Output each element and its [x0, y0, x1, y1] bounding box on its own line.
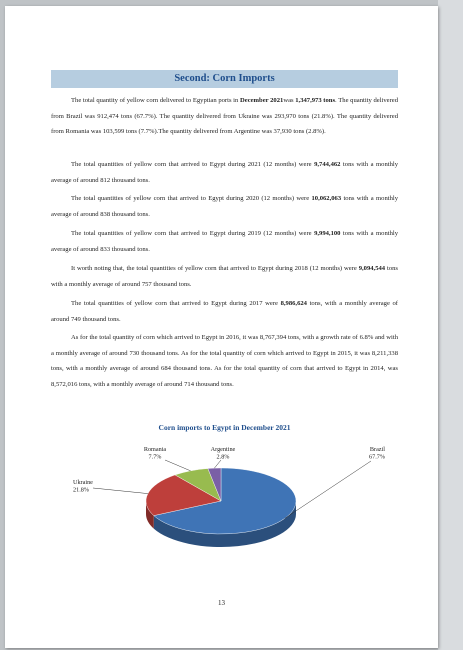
leader-line-ukraine — [93, 488, 148, 494]
viewer-background — [438, 0, 463, 650]
text-run: As for the total quantity of corn which arrived to Egypt in 2016, it was 8,767,394 tons, with a growth rate of 6.8% and with a monthly average of around 730 thousand tons. As for the total quantity of corn which arrived to Egypt in 2015, it was 8,211,338 tons, with a monthly average of around 684 thousand tons. As for the total quantity of corn that arrived to Egypt in 2014, was 8,572,016 tons, with a monthly average of around 714 thousand tons. — [51, 334, 398, 388]
paragraph-december — [51, 93, 398, 140]
text-run: tons with a monthly average of around 833 thousand tons. — [51, 230, 399, 253]
document-page — [5, 6, 438, 648]
page-number: 13 — [218, 599, 225, 607]
text-run: tons with a monthly average of around 838 thousand tons. — [51, 195, 399, 218]
text-run: The total quantities of yellow corn that arrived to Egypt during 2020 (12 months) were — [71, 195, 312, 202]
text-run: The total quantities of yellow corn that arrived to Egypt during 2021 (12 months) were — [71, 161, 315, 168]
slice-name-argentine: Argentine — [210, 446, 236, 453]
paragraph-2020 — [51, 191, 398, 222]
text-run: . The quantity delivered from Brazil was 912,474 tons (67.7%). The quantity delivered from Ukraine was 293,970 tons (21.8%). The quantity delivered from Romania was 103,599 tons (7.7%).The quantity delivered from Argentine was 37,930 tons (2.8%). — [51, 97, 398, 135]
paragraph-2021 — [51, 157, 398, 188]
leader-line-romania — [165, 460, 191, 471]
section-heading: Second: Corn Imports — [51, 70, 398, 88]
text-run: tons with a monthly average of around 812 thousand tons. — [51, 161, 399, 184]
bold-figure: 9,744,462 — [314, 161, 341, 168]
slice-label-argentine: 2.8% — [216, 453, 230, 461]
slice-label-romania: 7.7% — [148, 453, 162, 461]
text-run: tons, with a monthly average of around 749 thousand tons. — [51, 300, 398, 323]
paragraph-2017 — [51, 296, 398, 327]
text-run: The total quantity of yellow corn delivered to Egyptian ports in — [71, 97, 240, 104]
text-run: The total quantities of yellow corn that arrived to Egypt during 2017 were — [71, 300, 281, 307]
bold-figure: 10,062,063 — [311, 195, 342, 202]
leader-line-brazil — [285, 461, 371, 518]
text-run: It worth noting that, the total quantities of yellow corn that arrived to Egypt during 2018 (12 months) were — [71, 265, 359, 272]
paragraph-2018 — [51, 261, 398, 292]
slice-name-ukraine: Ukraine — [73, 479, 93, 486]
bold-figure: 8,986,624 — [280, 300, 307, 307]
slice-label-ukraine: 21.8% — [73, 486, 89, 494]
slice-name-romania: Romania — [143, 446, 167, 453]
chart-title: Corn imports to Egypt in December 2021 — [158, 423, 291, 432]
pie-chart — [51, 431, 398, 591]
text-run: tons with a monthly average of around 757 thousand tons. — [51, 265, 398, 288]
slice-name-brazil: Brazil — [369, 446, 385, 453]
bold-figure: 9,994,100 — [314, 230, 341, 237]
bold-figure: December 2021 — [240, 97, 284, 104]
paragraph-2014-2016 — [51, 330, 398, 392]
slice-label-brazil: 67.7% — [369, 453, 385, 461]
bold-figure: 1,347,973 tons — [295, 97, 336, 104]
pie-slices — [146, 468, 296, 534]
leader-line-argentine — [214, 460, 221, 468]
paragraph-2019 — [51, 226, 398, 257]
bold-figure: 9,094,544 — [358, 265, 386, 272]
text-run: was — [283, 97, 296, 104]
text-run: The total quantities of yellow corn that arrived to Egypt during 2019 (12 months) were — [71, 230, 315, 237]
